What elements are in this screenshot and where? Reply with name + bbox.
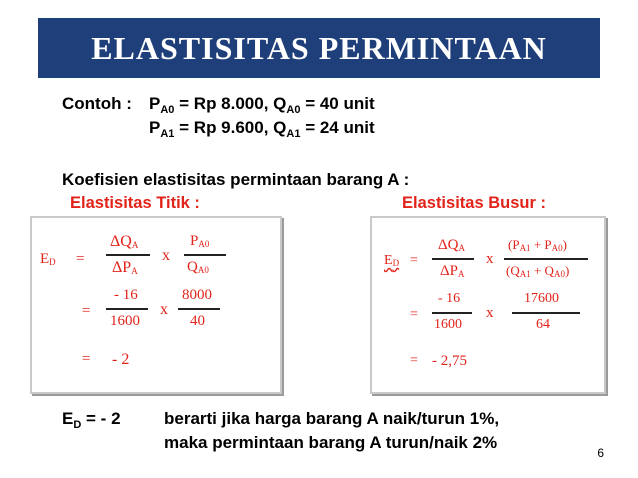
busur-label: Elastisitas Busur :: [402, 194, 546, 212]
conclusion-line-2: maka permintaan barang A turun/naik 2%: [164, 433, 498, 452]
conclusion-ed: $E_D$ = - 2: [62, 409, 121, 431]
busur-eq2: =: [410, 307, 418, 322]
busur-ed: $E_D$: [384, 253, 400, 268]
titik-v-num1: - 16: [114, 287, 138, 303]
busur-frac2-bar: [504, 258, 588, 260]
example-label: Contoh :: [62, 94, 132, 113]
titik-label: Elastisitas Titik :: [70, 194, 200, 212]
titik-num2: $P_{A0}$: [190, 233, 210, 249]
busur-num2: $(P_{A1} + P_{A0})$: [508, 237, 567, 253]
slide-title: ELASTISITAS PERMINTAAN: [38, 18, 600, 78]
titik-eq: =: [76, 251, 85, 267]
titik-den1: $\Delta P_A$: [112, 259, 138, 276]
titik-den2: $Q_{A0}$: [187, 259, 209, 275]
titik-frac2-bar: [184, 254, 226, 256]
titik-frac1-bar: [106, 254, 150, 256]
busur-eq3: =: [410, 353, 418, 368]
titik-v-frac1-bar: [106, 308, 148, 310]
conclusion-line-1: berarti jika harga barang A naik/turun 1%,: [164, 409, 500, 428]
titik-num1: $\Delta Q_A$: [110, 233, 139, 250]
busur-v-den2: 64: [536, 317, 550, 332]
titik-times2: x: [160, 301, 168, 318]
busur-v-den1: 1600: [434, 317, 462, 332]
busur-v-num2: 17600: [524, 291, 559, 306]
titik-result: - 2: [112, 351, 130, 368]
busur-den2: $(Q_{A1} + Q_{A0})$: [506, 263, 570, 279]
busur-times: x: [486, 251, 494, 267]
titik-v-num2: 8000: [182, 287, 212, 303]
busur-eq: =: [410, 253, 418, 268]
busur-frac1-bar: [432, 258, 474, 260]
titik-times: x: [162, 247, 170, 264]
busur-den1: $\Delta P_A$: [440, 263, 465, 279]
busur-v-frac2-bar: [512, 312, 580, 314]
busur-formula-box: [370, 216, 606, 394]
busur-result: - 2,75: [432, 353, 467, 369]
busur-times2: x: [486, 305, 494, 321]
coefficient-heading: Koefisien elastisitas permintaan barang A :: [62, 170, 410, 189]
busur-v-num1: - 16: [438, 291, 461, 306]
busur-num1: $\Delta Q_A$: [438, 237, 465, 253]
titik-v-den2: 40: [190, 313, 205, 329]
titik-eq2: =: [82, 303, 91, 319]
titik-formula-box: [30, 216, 282, 394]
busur-v-frac1-bar: [432, 312, 472, 314]
titik-ed: $E_D$: [40, 251, 56, 267]
titik-eq3: =: [82, 351, 91, 367]
titik-v-den1: 1600: [110, 313, 140, 329]
page-number: 6: [597, 446, 604, 460]
example-line-1: $P_{A0} = Rp$ 8.000, $Q_{A0} = 40$ unit: [149, 94, 375, 116]
titik-v-frac2-bar: [178, 308, 220, 310]
example-line-2: $P_{A1} = Rp$ 9.600, $Q_{A1} = 24$ unit: [149, 118, 375, 140]
